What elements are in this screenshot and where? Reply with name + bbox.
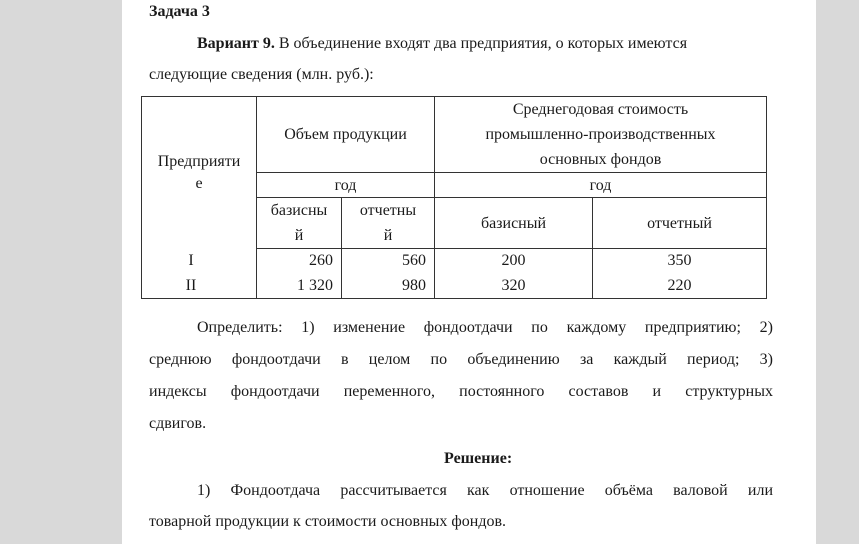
row-name: II bbox=[142, 273, 257, 299]
header-output-report bbox=[342, 198, 435, 249]
cell-output-base: 1 320 bbox=[257, 273, 342, 299]
variant-label: Вариант 9. bbox=[197, 35, 275, 52]
table-row bbox=[142, 273, 767, 299]
cell-assets-report: 350 bbox=[593, 249, 767, 273]
header-enterprise-line-2: е bbox=[195, 174, 203, 192]
solution-line-2: товарной продукции к стоимости основных фондов. bbox=[149, 513, 507, 530]
header-year-output: год bbox=[257, 173, 435, 198]
intro-line-2: следующие сведения (млн. руб.): bbox=[149, 66, 374, 83]
header-assets-base: базисный bbox=[435, 198, 593, 249]
header-enterprise-line-1: Предприяти bbox=[157, 152, 241, 170]
header-year-assets: год bbox=[435, 173, 767, 198]
intro-line-1 bbox=[197, 36, 687, 52]
cell-output-report: 980 bbox=[342, 273, 435, 299]
header-assets bbox=[435, 97, 767, 173]
task-line-2: среднюю фондоотдачи в целом по объединению за каждый период; 3) bbox=[149, 351, 773, 368]
cell-assets-report: 220 bbox=[593, 273, 767, 299]
header-assets-line-3: основных фондов bbox=[539, 151, 662, 168]
intro-text-1: В объединение входят два предприятия, о которых имеются bbox=[278, 35, 688, 52]
header-enterprise bbox=[142, 97, 257, 249]
header-assets-report: отчетный bbox=[593, 198, 767, 249]
header-output-report-line-2: й bbox=[383, 227, 393, 244]
table-row bbox=[142, 249, 767, 273]
header-output-base-line-2: й bbox=[294, 227, 304, 244]
cell-output-base: 260 bbox=[257, 249, 342, 273]
cell-assets-base: 320 bbox=[435, 273, 593, 299]
header-output-base-line-1: базисны bbox=[270, 202, 328, 219]
cell-output-report: 560 bbox=[342, 249, 435, 273]
task-line-1: Определить: 1) изменение фондоотдачи по каждому предприятию; 2) bbox=[197, 319, 773, 336]
row-name: I bbox=[142, 249, 257, 273]
task-title: Задача 3 bbox=[149, 3, 210, 20]
header-assets-line-1: Среднегодовая стоимость bbox=[512, 101, 689, 118]
header-output-report-line-1: отчетны bbox=[359, 202, 417, 219]
header-assets-line-2: промышленно-производственных bbox=[485, 126, 716, 143]
task-line-3: индексы фондоотдачи переменного, постоянного составов и структурных bbox=[149, 383, 773, 400]
solution-line-1: 1) Фондоотдача рассчитывается как отношение объёма валовой или bbox=[197, 482, 773, 499]
header-output-base bbox=[257, 198, 342, 249]
cell-assets-base: 200 bbox=[435, 249, 593, 273]
solution-title: Решение: bbox=[444, 450, 513, 467]
enterprise-data-table bbox=[141, 96, 767, 299]
header-output: Объем продукции bbox=[257, 97, 435, 173]
task-line-4: сдвигов. bbox=[149, 415, 207, 432]
